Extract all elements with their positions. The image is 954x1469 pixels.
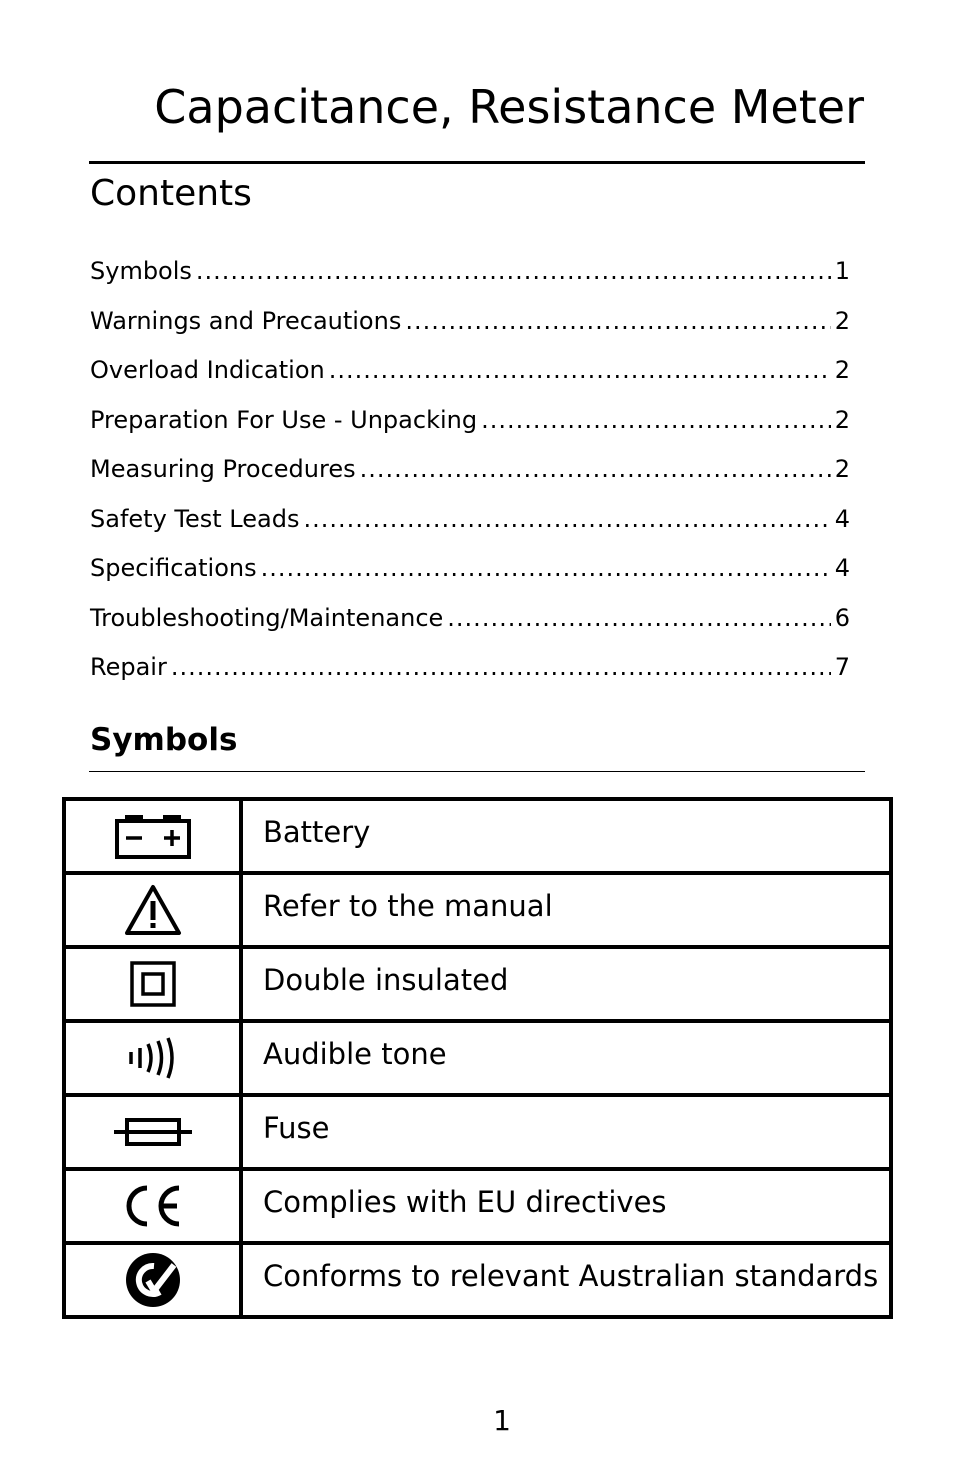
toc-dot-leader (196, 257, 831, 285)
page-number: 1 (493, 1404, 511, 1437)
symbol-description: Refer to the manual (241, 873, 891, 947)
symbol-description: Battery (241, 799, 891, 873)
toc-entry-label: Troubleshooting/Maintenance (90, 603, 444, 632)
ce-mark-icon (121, 1184, 185, 1228)
document-title: Capacitance, Resistance Meter (154, 80, 864, 134)
contents-heading: Contents (90, 173, 252, 214)
table-row (64, 1243, 891, 1317)
symbols-table (62, 797, 893, 1319)
warning-triangle-icon (123, 883, 183, 937)
toc-entry-label: Preparation For Use - Unpacking (90, 405, 478, 434)
symbol-cell (64, 947, 241, 1021)
toc-entry-preparation[interactable] (90, 406, 850, 456)
symbol-description: Conforms to relevant Australian standards (241, 1243, 891, 1317)
symbol-cell (64, 1169, 241, 1243)
toc-dot-leader (360, 455, 831, 483)
c-tick-icon (124, 1251, 182, 1309)
symbols-heading: Symbols (90, 722, 238, 758)
toc-entry-label: Warnings and Precautions (90, 306, 402, 335)
toc-entry-label: Safety Test Leads (90, 504, 300, 533)
toc-dot-leader (329, 356, 831, 384)
table-row (64, 1021, 891, 1095)
toc-entry-page: 4 (834, 504, 850, 533)
symbol-cell (64, 799, 241, 873)
table-row (64, 1095, 891, 1169)
toc-entry-page: 2 (834, 405, 850, 434)
toc-entry-specifications[interactable] (90, 554, 850, 604)
toc-entry-measuring[interactable] (90, 455, 850, 505)
symbol-cell (64, 1243, 241, 1317)
symbol-description: Fuse (241, 1095, 891, 1169)
toc-entry-label: Specifications (90, 554, 257, 582)
toc-entry-page: 6 (834, 603, 850, 632)
toc-entry-page: 2 (834, 455, 850, 483)
toc-entry-page: 7 (834, 653, 850, 681)
table-of-contents (90, 257, 850, 703)
toc-entry-label: Overload Indication (90, 356, 325, 384)
toc-entry-label: Symbols (90, 257, 192, 285)
toc-dot-leader (171, 653, 831, 681)
symbol-description: Complies with EU directives (241, 1169, 891, 1243)
toc-entry-overload[interactable] (90, 356, 850, 406)
toc-dot-leader (261, 554, 831, 582)
toc-entry-troubleshooting[interactable] (90, 604, 850, 654)
symbol-description: Double insulated (241, 947, 891, 1021)
title-divider (89, 161, 865, 164)
symbol-cell (64, 1021, 241, 1095)
toc-entry-test-leads[interactable] (90, 505, 850, 555)
toc-entry-warnings[interactable] (90, 307, 850, 357)
audible-tone-icon (127, 1036, 179, 1080)
toc-entry-page: 1 (834, 257, 850, 285)
symbol-cell (64, 1095, 241, 1169)
toc-entry-page: 2 (834, 356, 850, 384)
fuse-icon (114, 1117, 192, 1147)
toc-entry-repair[interactable] (90, 653, 850, 703)
toc-entry-label: Repair (90, 653, 167, 681)
table-row (64, 873, 891, 947)
table-row (64, 947, 891, 1021)
battery-icon (115, 813, 191, 859)
double-insulated-icon (130, 961, 176, 1007)
symbol-description: Audible tone (241, 1021, 891, 1095)
toc-entry-label: Measuring Procedures (90, 455, 356, 483)
toc-entry-page: 4 (834, 554, 850, 582)
toc-dot-leader (447, 604, 830, 632)
table-row (64, 1169, 891, 1243)
table-row (64, 799, 891, 873)
toc-dot-leader (481, 406, 831, 434)
symbol-cell (64, 873, 241, 947)
toc-entry-symbols[interactable] (90, 257, 850, 307)
toc-dot-leader (405, 307, 830, 335)
toc-dot-leader (303, 505, 830, 533)
symbols-divider (89, 771, 865, 772)
toc-entry-page: 2 (834, 306, 850, 335)
